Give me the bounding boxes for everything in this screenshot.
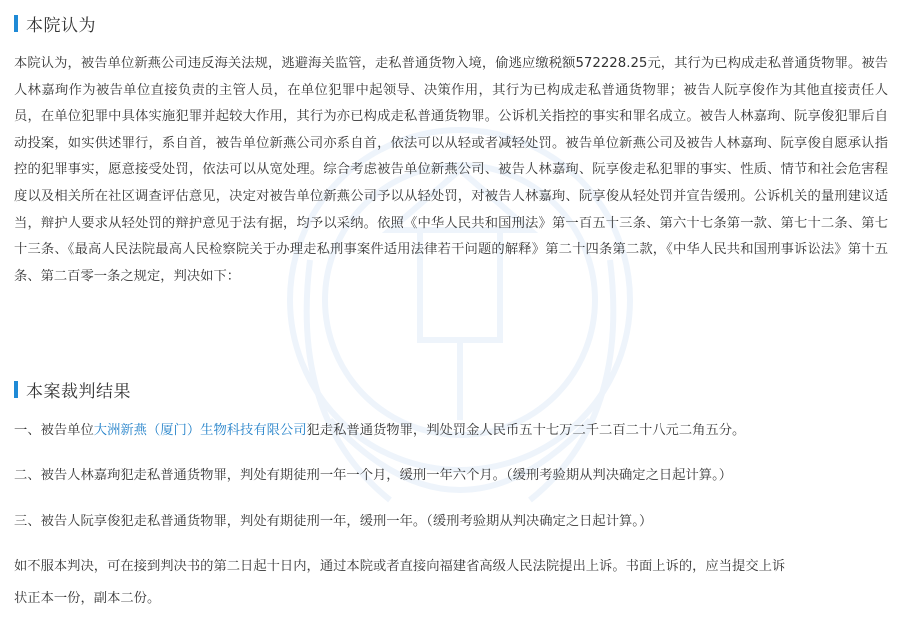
verdict-item-3: 三、被告人阮享俊犯走私普通货物罪，判处有期徒刑一年，缓刑一年。（缓刑考验期从判决确定之日起计算。） [14, 514, 653, 529]
court-opinion-paragraph: 本院认为，被告单位新燕公司违反海关法规，逃避海关监管，走私普通货物入境，偷逃应缴税额572228.25元，其行为已构成走私普通货物罪。被告人林嘉珣作为被告单位直接负责的主管人员，在单位犯罪中起领导、决策作用，其行为已构成走私普通货物罪；被告人阮享俊作为其他直接责任人员，在单位犯罪中具体实施犯罪并起较大作用，其行为亦已构成走私普通货物罪。公诉机关指控的事实和罪名成立。被告人林嘉珣、阮享俊犯罪后自动投案，如实供述罪行，系自首，被告单位新燕公司亦系自首，依法可以从轻或者减轻处罚。被告单位新燕公司及被告人林嘉珣、阮享俊自愿承认指控的犯罪事实，愿意接受处罚，依法可以从宽处理。综合考虑被告单位新燕公司、被告人林嘉珣、阮享俊走私犯罪的事实、性质、情节和社会危害程度以及相关所在社区调查评估意见，决定对被告单位新燕公司予以从轻处罚，对被告人林嘉珣、阮享俊从轻处罚并宣告缓刑。公诉机关的量刑建议适当，辩护人要求从轻处罚的辩护意见于法有据，均予以采纳。依照《中华人民共和国刑法》第一百五十三条、第六十七条第一款、第七十二条、第七十三条、《最高人民法院最高人民检察院关于办理走私刑事案件适用法律若干问题的解释》第二十四条第二款，《中华人民共和国刑事诉讼法》第十五条、第二百零一条之规定，判决如下： [14, 56, 888, 284]
section-title: 本院认为 [26, 15, 96, 36]
verdict-item-1-suffix: 犯走私普通货物罪，判处罚金人民币五十七万二千二百二十八元二角五分。 [306, 423, 746, 438]
appeal-notice-line-2: 状正本一份，副本二份。 [14, 591, 161, 606]
section-heading-opinion [14, 12, 96, 34]
company-link[interactable]: 大洲新燕（厦门）生物科技有限公司 [93, 423, 307, 438]
section-heading-verdict [14, 378, 131, 400]
verdict-item-2: 二、被告人林嘉珣犯走私普通货物罪，判处有期徒刑一年一个月，缓刑一年六个月。（缓刑考验期从判决确定之日起计算。） [14, 468, 733, 483]
appeal-notice-line-1: 如不服本判决，可在接到判决书的第二日起十日内，通过本院或者直接向福建省高级人民法院提出上诉。书面上诉的，应当提交上诉 [14, 559, 786, 574]
section-title: 本案裁判结果 [26, 381, 131, 402]
verdict-item-1 [14, 421, 745, 441]
heading-accent-bar [14, 381, 18, 398]
heading-accent-bar [14, 15, 18, 32]
verdict-item-1-prefix: 一、被告单位 [14, 423, 94, 438]
